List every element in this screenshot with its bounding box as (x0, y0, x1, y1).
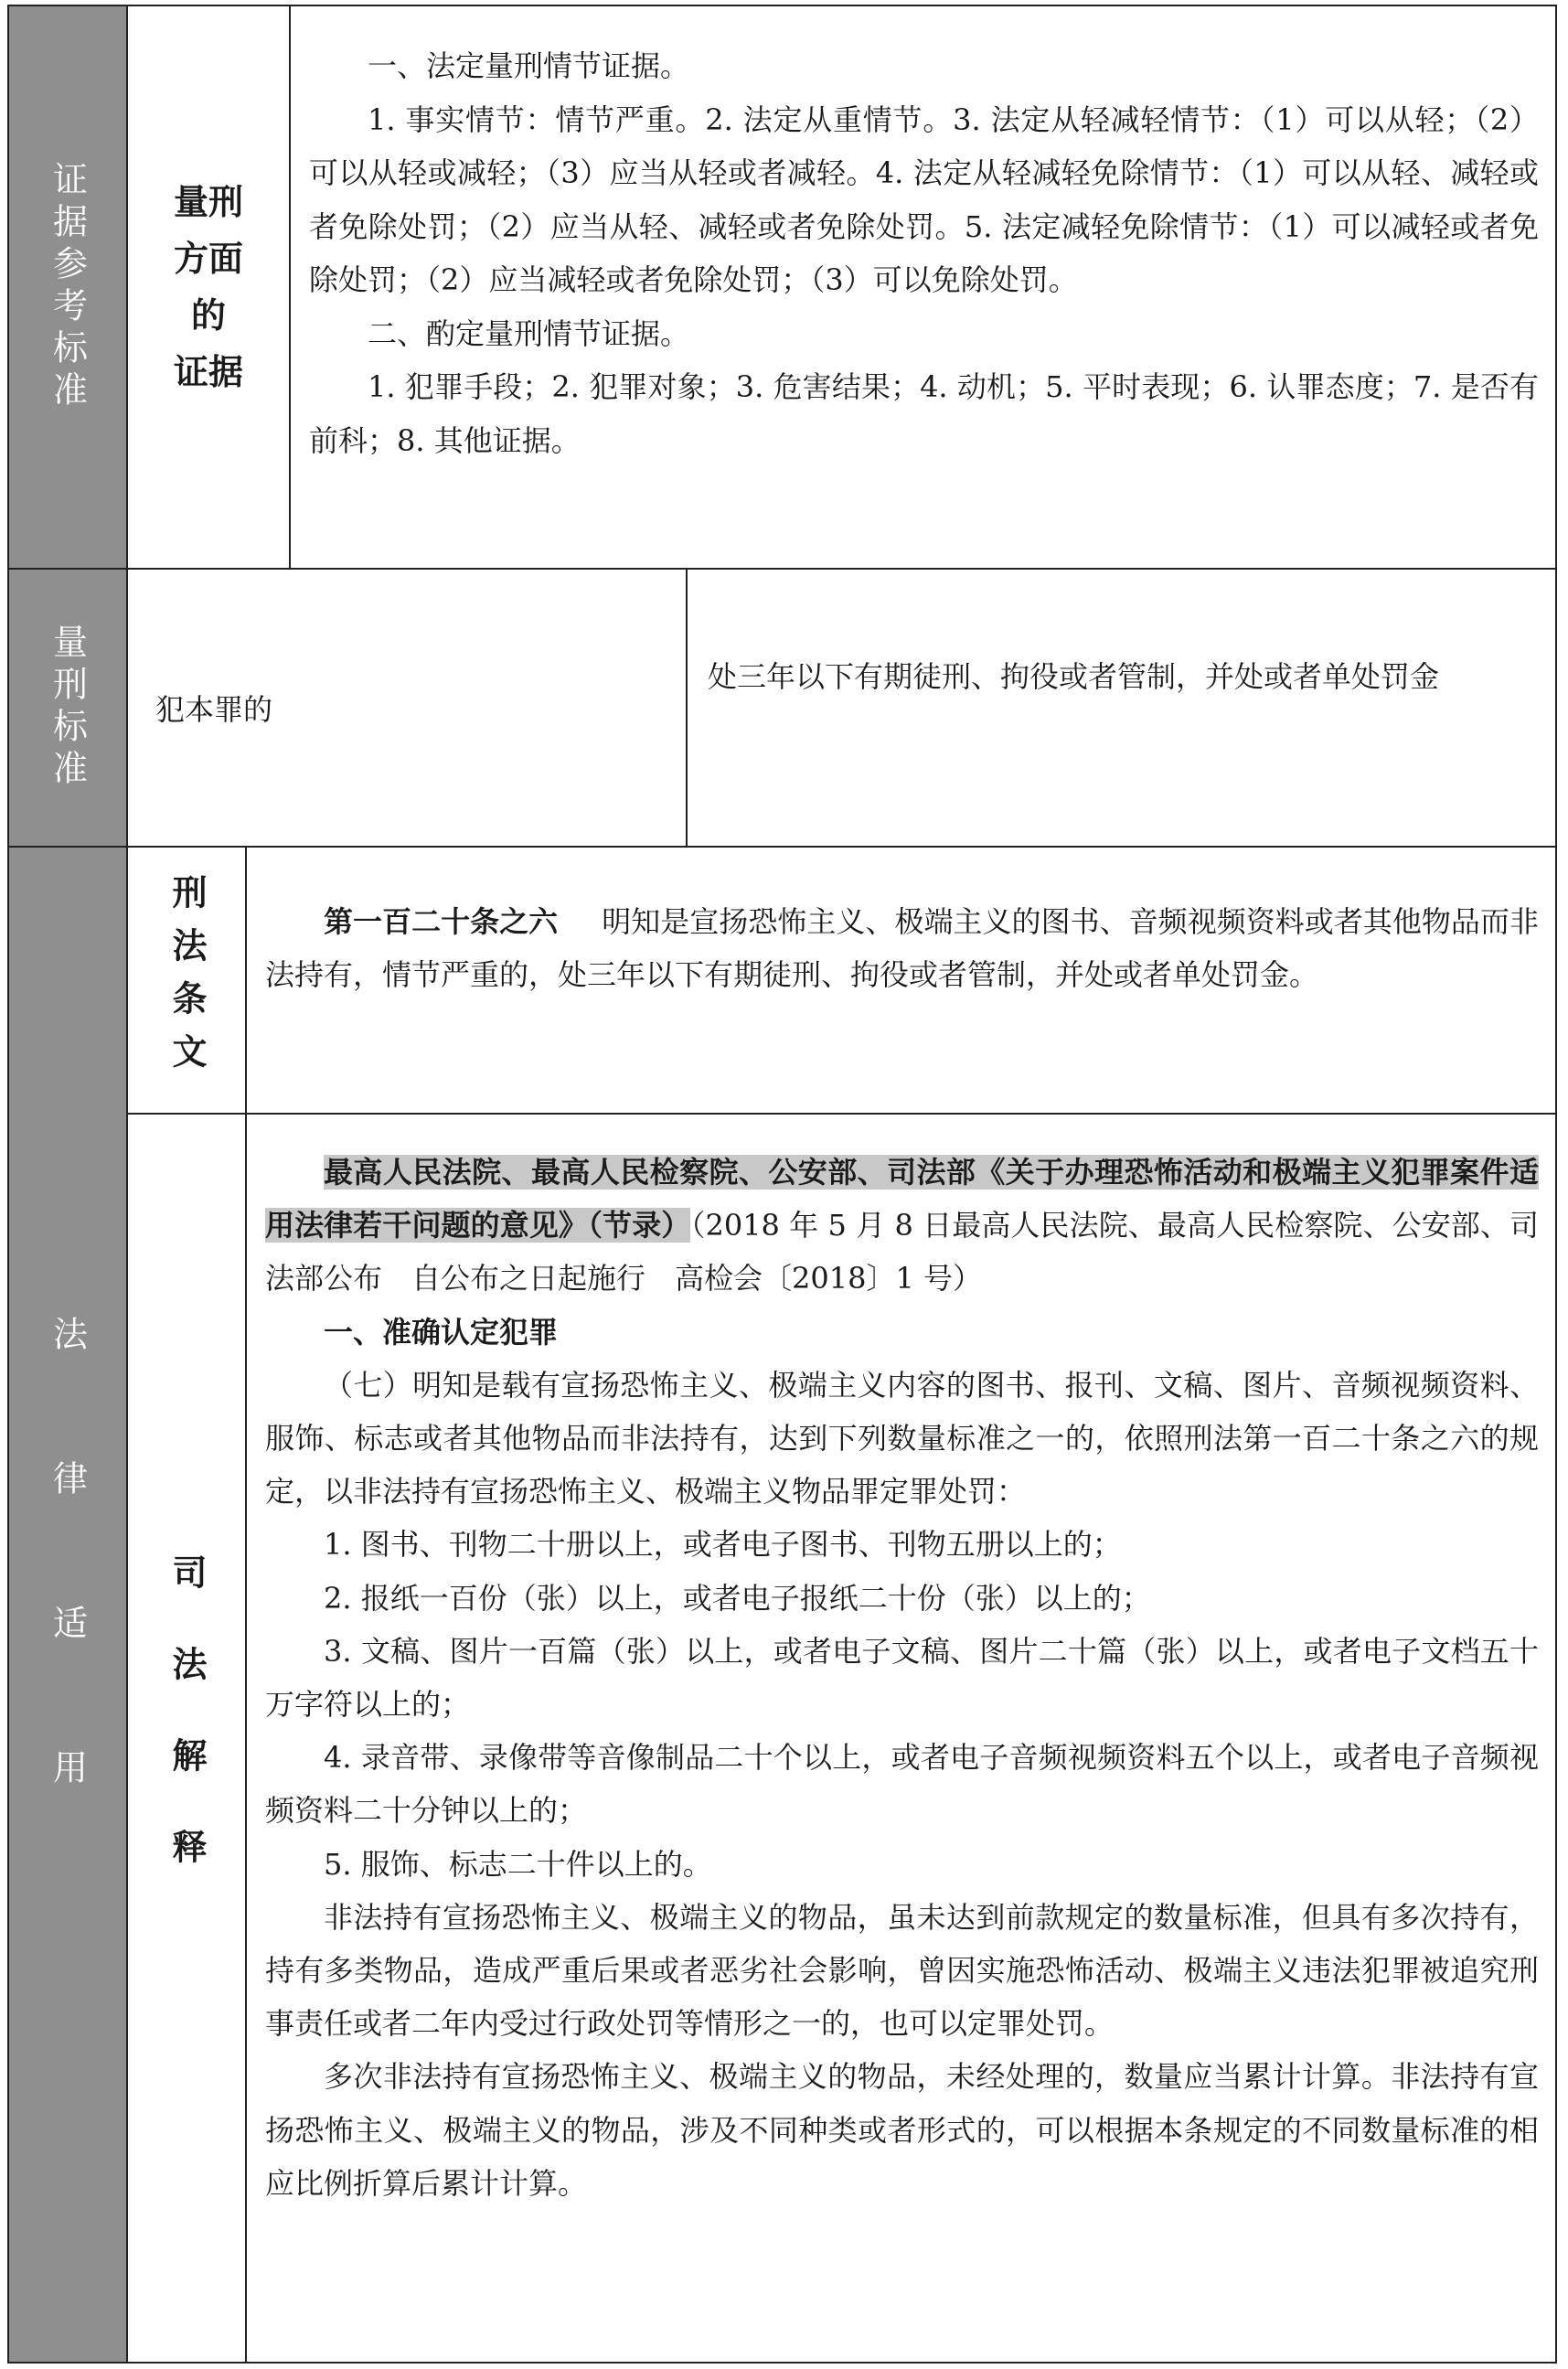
criminal-law-label: 刑法条文 (128, 848, 247, 1113)
article-text: 明知是宣扬恐怖主义、极端主义的图书、音频视频资料或者其他物品而非法持有，情节严重的，处三年以下有期徒刑、拘役或者管制，并处或者单处罚金。 (265, 904, 1539, 992)
evidence-paragraph: 1. 犯罪手段；2. 犯罪对象；3. 危害结果；4. 动机；5. 平时表现；6. 认罪态度；7. 是否有前科；8. 其他证据。 (309, 369, 1539, 458)
sentencing-condition: 犯本罪的 (128, 570, 688, 846)
interpretation-paragraph: 多次非法持有宣扬恐怖主义、极端主义的物品，未经处理的，数量应当累计计算。非法持有宣扬恐怖主义、极端主义的物品，涉及不同种类或者形式的，可以根据本条规定的不同数量标准的相应比例折算后累计计算。 (265, 2059, 1539, 2201)
sentencing-evidence-label: 量刑 方面 的 证据 (128, 6, 291, 568)
judicial-interpretation-content (247, 1146, 1555, 2210)
evidence-paragraph: 1. 事实情节：情节严重。2. 法定从重情节。3. 法定从轻减轻情节：（1）可以从轻；（2）可以从轻或减轻；（3）应当从轻或者减轻。4. 法定从轻减轻免除情节：（1）可以从轻、减轻或者免除处罚；（2）应当从轻、减轻或者免除处罚。5. 法定减轻免除情节：（1）可以减轻或者免除处罚；（2）应当减轻或者免除处罚；（3）可以免除处罚。 (309, 101, 1539, 297)
interpretation-paragraph: 5. 服饰、标志二十件以上的。 (324, 1846, 712, 1882)
interpretation-paragraph: 4. 录音带、录像带等音像制品二十个以上，或者电子音频视频资料五个以上，或者电子音频视频资料二十分钟以上的； (265, 1740, 1539, 1829)
sentencing-penalty: 处三年以下有期徒刑、拘役或者管制，并处或者单处罚金 (708, 659, 1440, 694)
evidence-side-label: 证据参考标准 (9, 6, 128, 568)
interpretation-paragraph: 3. 文稿、图片一百篇（张）以上，或者电子文稿、图片二十篇（张）以上，或者电子文档五十万字符以上的； (265, 1633, 1539, 1723)
criminal-law-content (247, 895, 1555, 1001)
interpretation-source: （2018 年 5 月 8 日最高人民法院、最高人民检察院、公安部、司法部公布 自公布之日起施行 高检会〔2018〕1 号） (265, 1208, 1539, 1297)
evidence-section (7, 5, 1557, 570)
law-section (7, 846, 1557, 2364)
evidence-content (291, 39, 1555, 467)
law-side-label: 法律适用 (9, 848, 128, 2362)
judicial-interpretation-row (128, 1113, 1555, 2362)
evidence-paragraph: 二、酌定量刑情节证据。 (368, 315, 690, 351)
criminal-law-row (128, 848, 1555, 1115)
sentencing-section (7, 568, 1557, 848)
interpretation-paragraph: 非法持有宣扬恐怖主义、极端主义的物品，虽未达到前款规定的数量标准，但具有多次持有，持有多类物品，造成严重后果或者恶劣社会影响，曾因实施恐怖活动、极端主义违法犯罪被追究刑事责任或者二年内受过行政处罚等情形之一的，也可以定罪处罚。 (265, 1899, 1539, 2042)
judicial-interpretation-label: 司法解释 (128, 1113, 247, 2362)
article-number: 第一百二十条之六 (324, 904, 559, 939)
interpretation-paragraph: （七）明知是载有宣扬恐怖主义、极端主义内容的图书、报刊、文稿、图片、音频视频资料、服饰、标志或者其他物品而非法持有，达到下列数量标准之一的，依照刑法第一百二十条之六的规定，以非法持有宣扬恐怖主义、极端主义物品罪定罪处罚： (265, 1367, 1539, 1510)
sentencing-side-label: 量刑标准 (9, 570, 128, 846)
interpretation-title: 最高人民法院、最高人民检察院、公安部、司法部《关于办理恐怖活动和极端主义犯罪案件适用法律若干问题的意见》（节录） (265, 1155, 1539, 1243)
section-heading: 一、准确认定犯罪 (324, 1314, 559, 1350)
evidence-paragraph: 一、法定量刑情节证据。 (368, 48, 690, 83)
legal-reference-table (7, 5, 1557, 2364)
interpretation-paragraph: 1. 图书、刊物二十册以上，或者电子图书、刊物五册以上的； (324, 1527, 1122, 1563)
interpretation-paragraph: 2. 报纸一百份（张）以上，或者电子报纸二十份（张）以上的； (324, 1580, 1151, 1616)
